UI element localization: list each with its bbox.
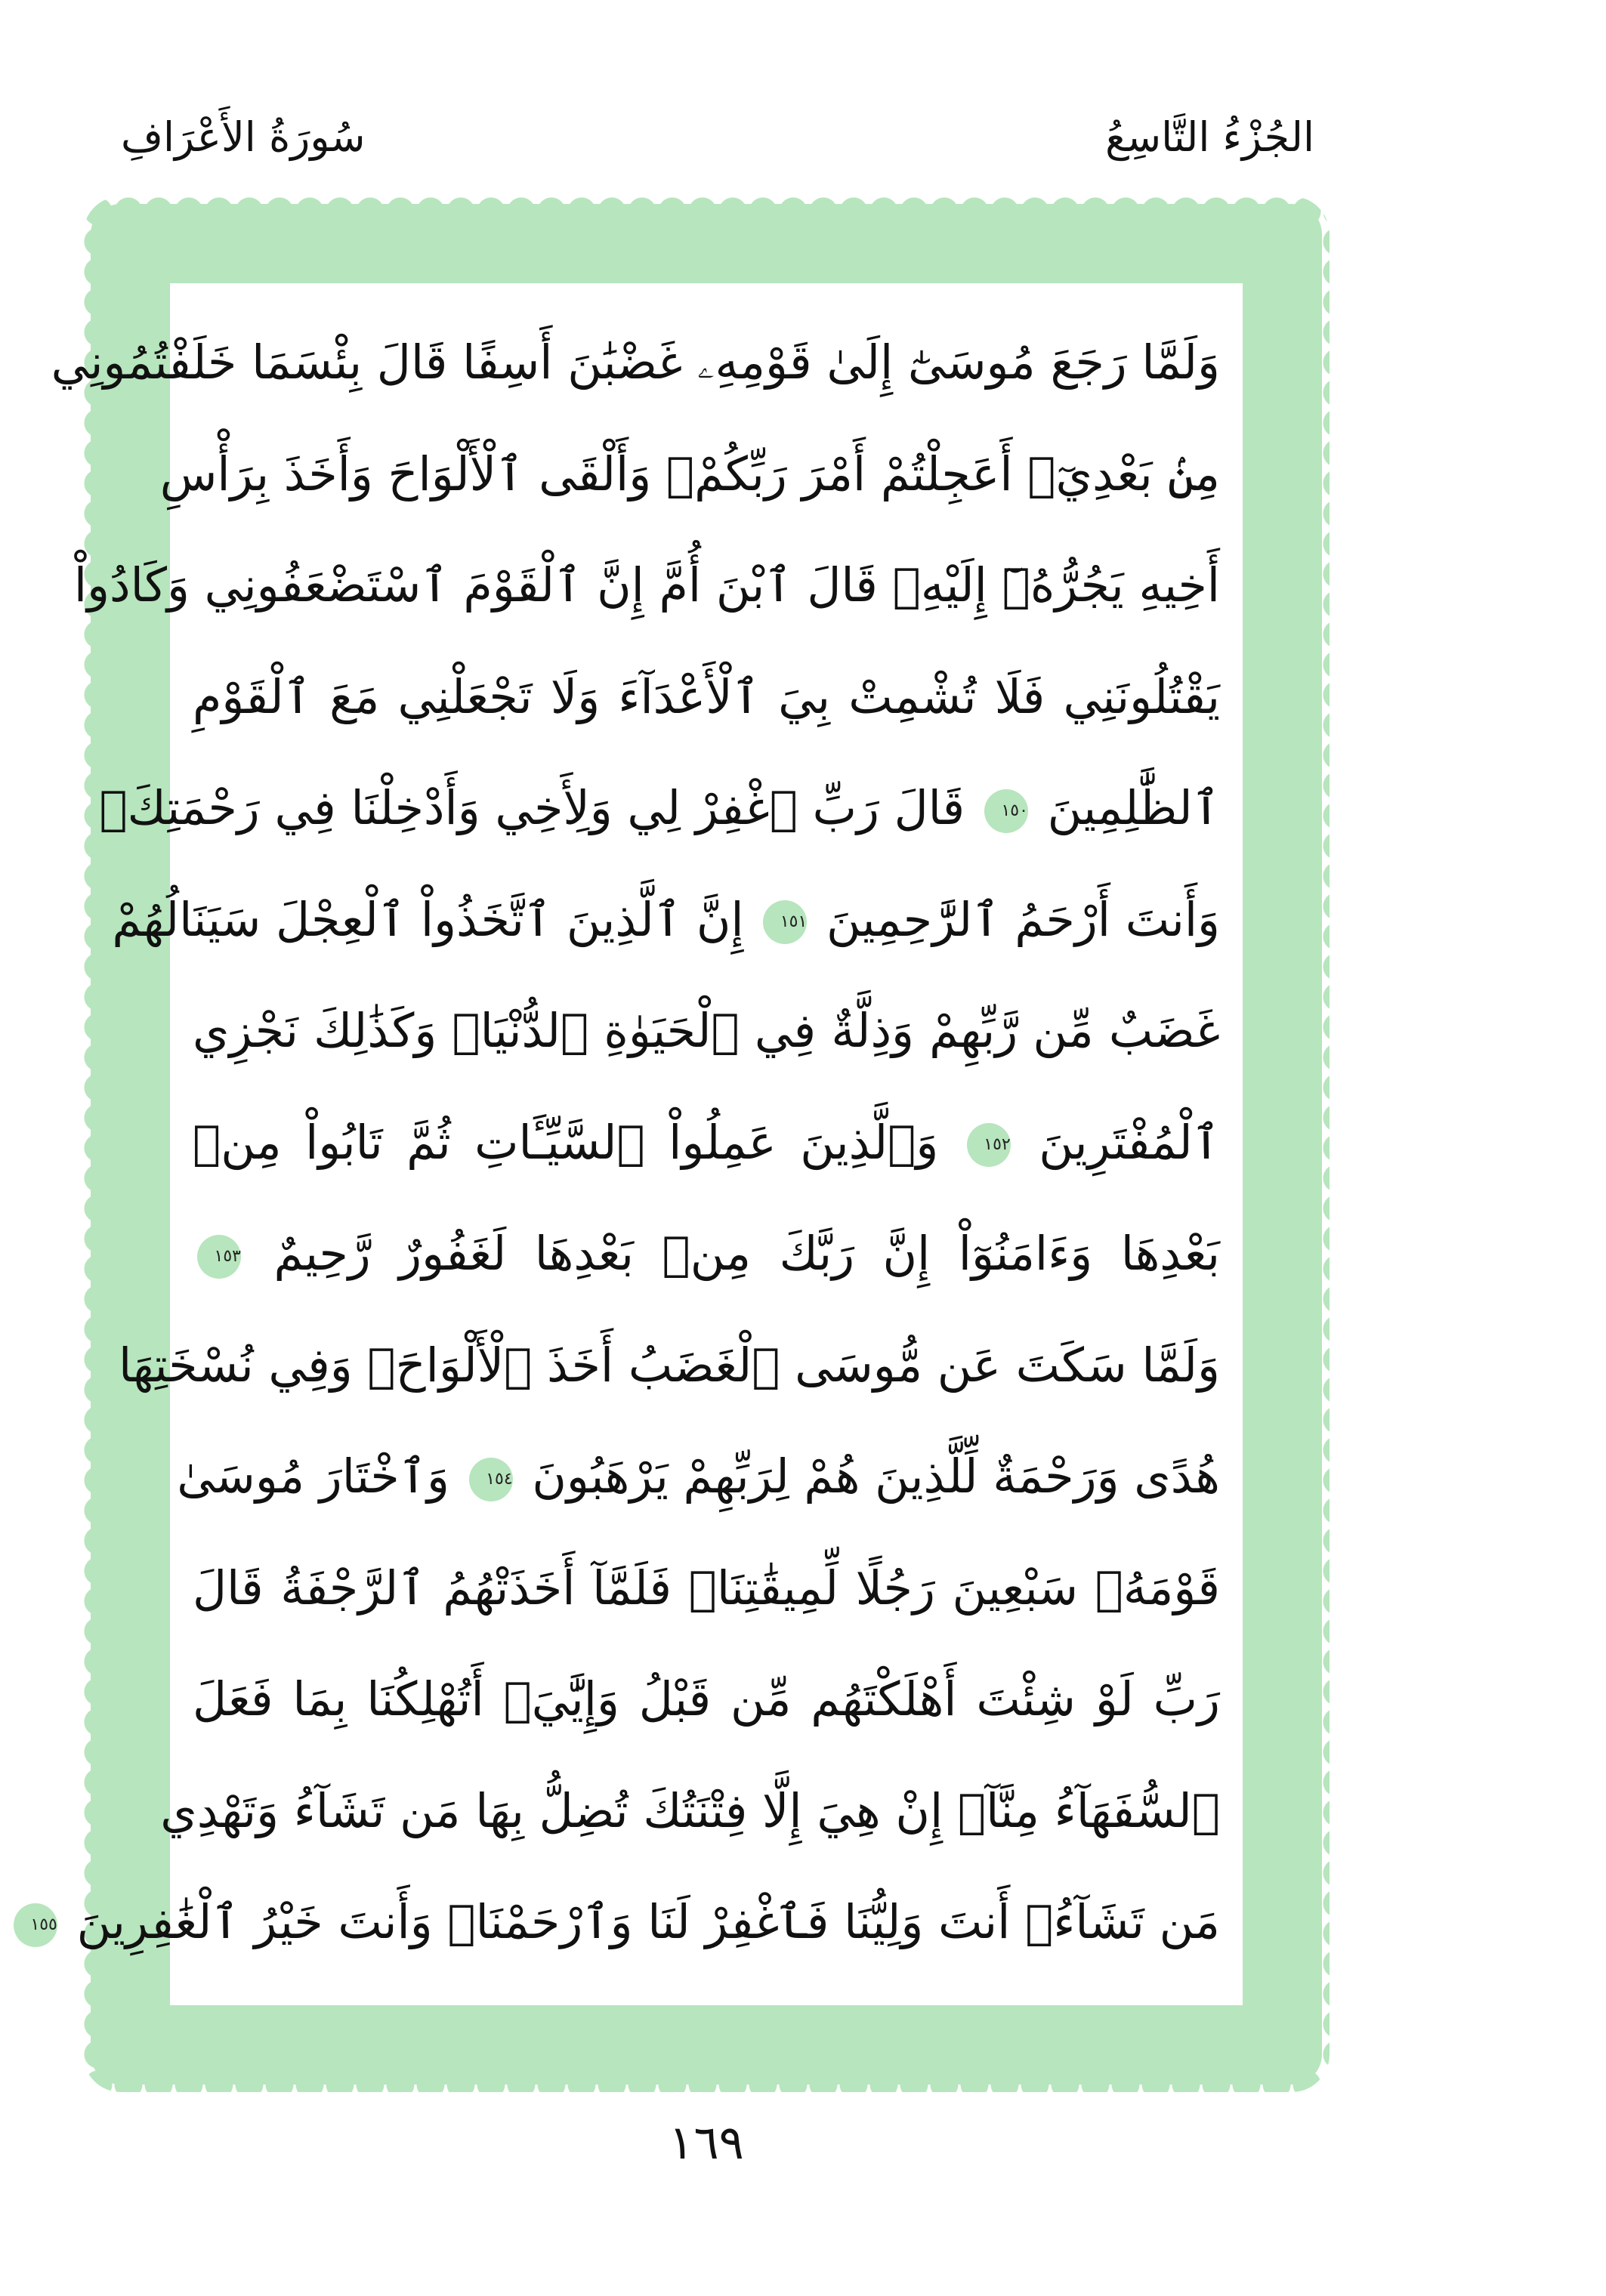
surah-title: سُورَةُ الأَعْرَافِ [121,113,366,161]
text-line: ٱلْمُفْتَرِينَ ١٥٢ وَٱلَّذِينَ عَمِلُواْ ٱلسَّيِّـَٔاتِ ثُمَّ تَابُواْ مِنۢ [193,1114,1220,1170]
text-line: بَعْدِهَا وَءَامَنُوٓاْ إِنَّ رَبَّكَ مِنۢ بَعْدِهَا لَغَفُورٌ رَّحِيمٌ ١٥٣ [193,1205,1220,1307]
text-line: هُدًى وَرَحْمَةٌ لِّلَّذِينَ هُمْ لِرَبِّهِمْ يَرْهَبُونَ ١٥٤ وَٱخْتَارَ مُوسَىٰ [177,1449,1220,1504]
ayah-marker-155: ١٥٥ [14,1903,57,1947]
ayah-marker-151: ١٥١ [763,900,807,944]
juz-title: الجُزْءُ التَّاسِعُ [1105,113,1314,161]
text-line: مَن تَشَآءُۖ أَنتَ وَلِيُّنَا فَٱغْفِرْ لَنَا وَٱرْحَمْنَاۖ وَأَنتَ خَيْرُ ٱلْغَٰفِرِينَ ١٥٥ [193,1873,1220,1975]
text-line: ٱلسُّفَهَآءُ مِنَّآۖ إِنْ هِيَ إِلَّا فِتْنَتُكَ تُضِلُّ بِهَا مَن تَشَآءُ وَتَهْدِي [160,1782,1220,1838]
ornamental-frame [30,204,1322,2085]
ayah-marker-154: ١٥٤ [469,1458,513,1501]
text-line: غَضَبٌ مِّن رَّبِّهِمْ وَذِلَّةٌ فِي ٱلْحَيَوٰةِ ٱلدُّنْيَاۚ وَكَذَٰلِكَ نَجْزِي [193,1003,1220,1058]
ayah-marker-150: ١٥٠ [984,789,1028,833]
text-line: رَبِّ لَوْ شِئْتَ أَهْلَكْتَهُم مِّن قَبْلُ وَإِيَّٰيَۖ أَتُهْلِكُنَا بِمَا فَعَلَ [193,1671,1220,1727]
text-line: قَوْمَهُۥ سَبْعِينَ رَجُلًا لِّمِيقَٰتِنَاۖ فَلَمَّآ أَخَذَتْهُمُ ٱلرَّجْفَةُ قَالَ [193,1560,1220,1616]
page-header [121,113,1314,181]
text-line: أَخِيهِ يَجُرُّهُۥٓ إِلَيْهِۚ قَالَ ٱبْنَ أُمَّ إِنَّ ٱلْقَوْمَ ٱسْتَضْعَفُونِي وَكَادُواْ [73,557,1220,613]
ayah-marker-152: ١٥٢ [967,1123,1011,1167]
page-number: ١٦٩ [669,2115,744,2170]
ayah-marker-153: ١٥٣ [197,1235,241,1279]
text-line: يَقْتُلُونَنِي فَلَا تُشْمِتْ بِيَ ٱلْأَعْدَآءَ وَلَا تَجْعَلْنِي مَعَ ٱلْقَوْمِ [193,668,1220,724]
text-line: وَلَمَّا رَجَعَ مُوسَىٰٓ إِلَىٰ قَوْمِهِۦ غَضْبَٰنَ أَسِفًا قَالَ بِئْسَمَا خَلَفْتُمُونِي [51,335,1220,390]
text-line: وَأَنتَ أَرْحَمُ ٱلرَّٰحِمِينَ ١٥١ إِنَّ ٱلَّذِينَ ٱتَّخَذُواْ ٱلْعِجْلَ سَيَنَالُهُمْ [112,891,1220,947]
quran-text [30,313,1220,1975]
text-panel [30,283,1243,2005]
text-line: مِنۢ بَعْدِيٓۖ أَعَجِلْتُمْ أَمْرَ رَبِّكُمْۖ وَأَلْقَى ٱلْأَلْوَاحَ وَأَخَذَ بِرَأْسِ [159,446,1220,501]
text-line: وَلَمَّا سَكَتَ عَن مُّوسَى ٱلْغَضَبُ أَخَذَ ٱلْأَلْوَاحَۖ وَفِي نُسْخَتِهَا [118,1337,1220,1393]
text-line: ٱلظَّٰلِمِينَ ١٥٠ قَالَ رَبِّ ٱغْفِرْ لِي وَلِأَخِي وَأَدْخِلْنَا فِي رَحْمَتِكَۖ [99,780,1220,835]
